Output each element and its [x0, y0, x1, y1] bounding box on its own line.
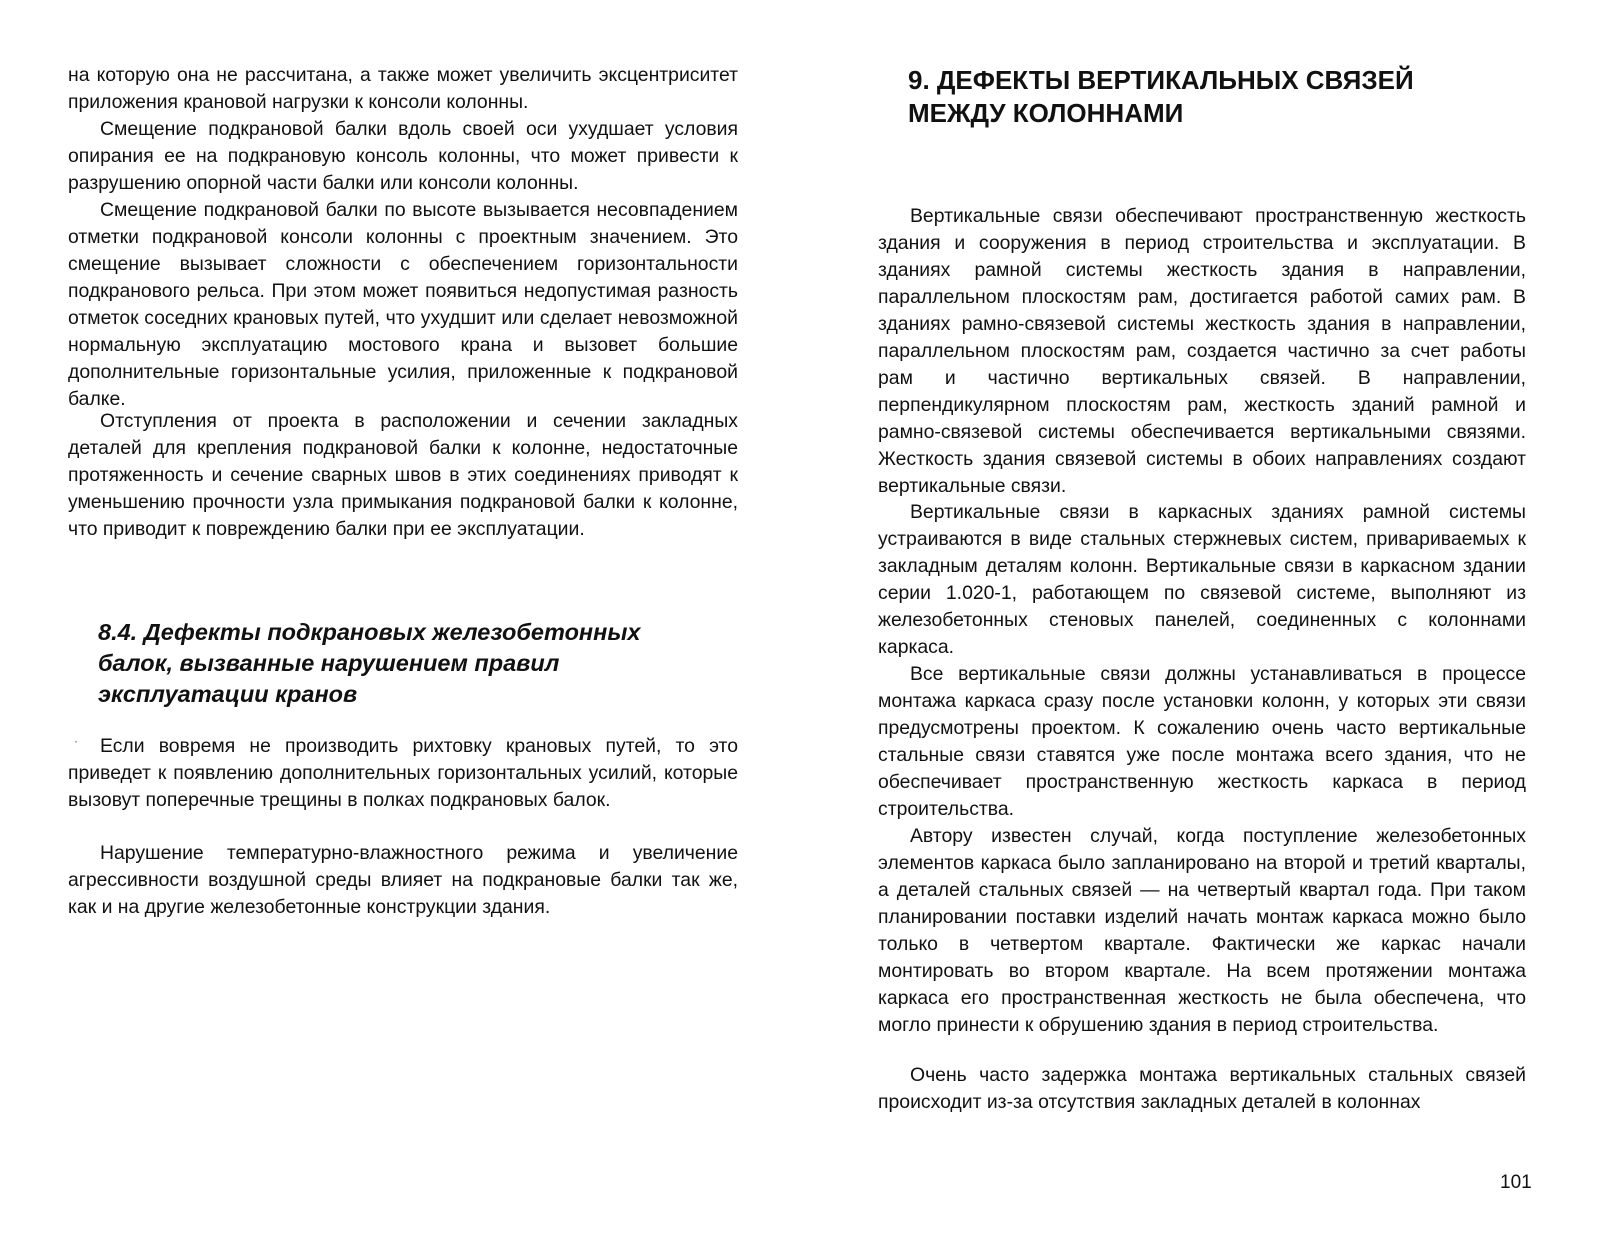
section-paragraph-2: Нарушение температурно-влажностного режима и увеличение агрессивности воздушной среды влияет на подкрановые балки так же, как и на другие железобетонные конструкции здания. [68, 842, 738, 918]
chapter-title [908, 64, 1550, 130]
page-number: 101 [1500, 1172, 1532, 1193]
right-paragraph-4: Автору известен случай, когда поступление железобетонных элементов каркаса было запланировано на второй и третий кварталы, а деталей стальных связей — на четвертый квартал года. При таком планировании поставки изделий начать монтаж каркаса можно было только в четвертом квартале. Фактически же каркас начали монтировать во втором квартале. На всем протяжении монтажа каркаса его пространственная жесткость не была обеспечена, что могло принести к обрушению здания в период строительства. [878, 825, 1526, 1036]
right-paragraph-1: Вертикальные связи обеспечивают пространственную жесткость здания и сооружения в период строительства и эксплуатации. В зданиях рамной системы жесткость здания в направлении, параллельном плоскостям рам, достигается работой самих рам. В зданиях рамно-связевой системы жесткость здания в направлении, параллельном плоскостям рам, создается частично за счет работы рам и частично вертикальных связей. В направлении, перпендикулярном плоскостям рам, жесткость зданий рамной и рамно-связевой системы обеспечивается вертикальными связями. Жесткость здания связевой системы в обоих направлениях создают вертикальные связи. [878, 205, 1526, 497]
right-paragraph-5: Очень часто задержка монтажа вертикальных стальных связей происходит из-за отсутствия закладных деталей в колоннах [878, 1064, 1526, 1113]
section-paragraph-1: Если вовремя не производить рихтовку крановых путей, то это приведет к появлению дополнительных горизонтальных усилий, которые вызовут поперечные трещины в полках подкрановых балок. [68, 735, 738, 811]
right-paragraph-2: Вертикальные связи в каркасных зданиях рамной системы устраиваются в виде стальных стержневых систем, привариваемых к закладным деталям колонн. Вертикальные связи в каркасном здании серии 1.020-1, работающем по связевой системе, выполняют из железобетонных стеновых панелей, соединенных с колоннами каркаса. [878, 501, 1526, 658]
section-title [98, 617, 738, 710]
chapter-title-line: МЕЖДУ КОЛОННАМИ [908, 98, 1184, 128]
chapter-title-line: 9. ДЕФЕКТЫ ВЕРТИКАЛЬНЫХ СВЯЗЕЙ [908, 65, 1414, 95]
section-title-line: эксплуатации кранов [98, 681, 358, 707]
section-title-line: балок, вызванные нарушением правил [98, 650, 560, 676]
left-paragraph-2: Смещение подкрановой балки вдоль своей оси ухудшает условия опирания ее на подкрановую консоль колонны, что может привести к разрушению опорной части балки или консоли колонны. [68, 118, 738, 194]
stray-dot-mark: · [74, 734, 78, 748]
left-paragraph-3: Смещение подкрановой балки по высоте вызывается несовпадением отметки подкрановой консоли колонны с проектным значением. Это смещение вызывает сложности с обеспечением горизонтальности подкранового рельса. При этом может появиться недопустимая разность отметок соседних крановых путей, что ухудшит или сделает невозможной нормальную эксплуатацию мостового крана и вызовет большие дополнительные горизонтальные усилия, приложенные к подкрановой балке. [68, 199, 738, 410]
section-title-line: 8.4. Дефекты подкрановых железобетонных [98, 619, 641, 645]
left-paragraph-4: Отступления от проекта в расположении и сечении закладных деталей для крепления подкрановой балки к колонне, недостаточные протяженность и сечение сварных швов в этих соединениях приводят к уменьшению прочности узла примыкания подкрановой балки к колонне, что приводит к повреждению балки при ее эксплуатации. [68, 410, 738, 540]
left-paragraph-1: на которую она не рассчитана, а также может увеличить эксцентриситет приложения крановой нагрузки к консоли колонны. [68, 64, 738, 113]
right-paragraph-3: Все вертикальные связи должны устанавливаться в процессе монтажа каркаса сразу после установки колонн, у которых эти связи предусмотрены проектом. К сожалению очень часто вертикальные стальные связи ставятся уже после монтажа всего здания, что не обеспечивает пространственную жесткость каркаса в период строительства. [878, 663, 1526, 820]
